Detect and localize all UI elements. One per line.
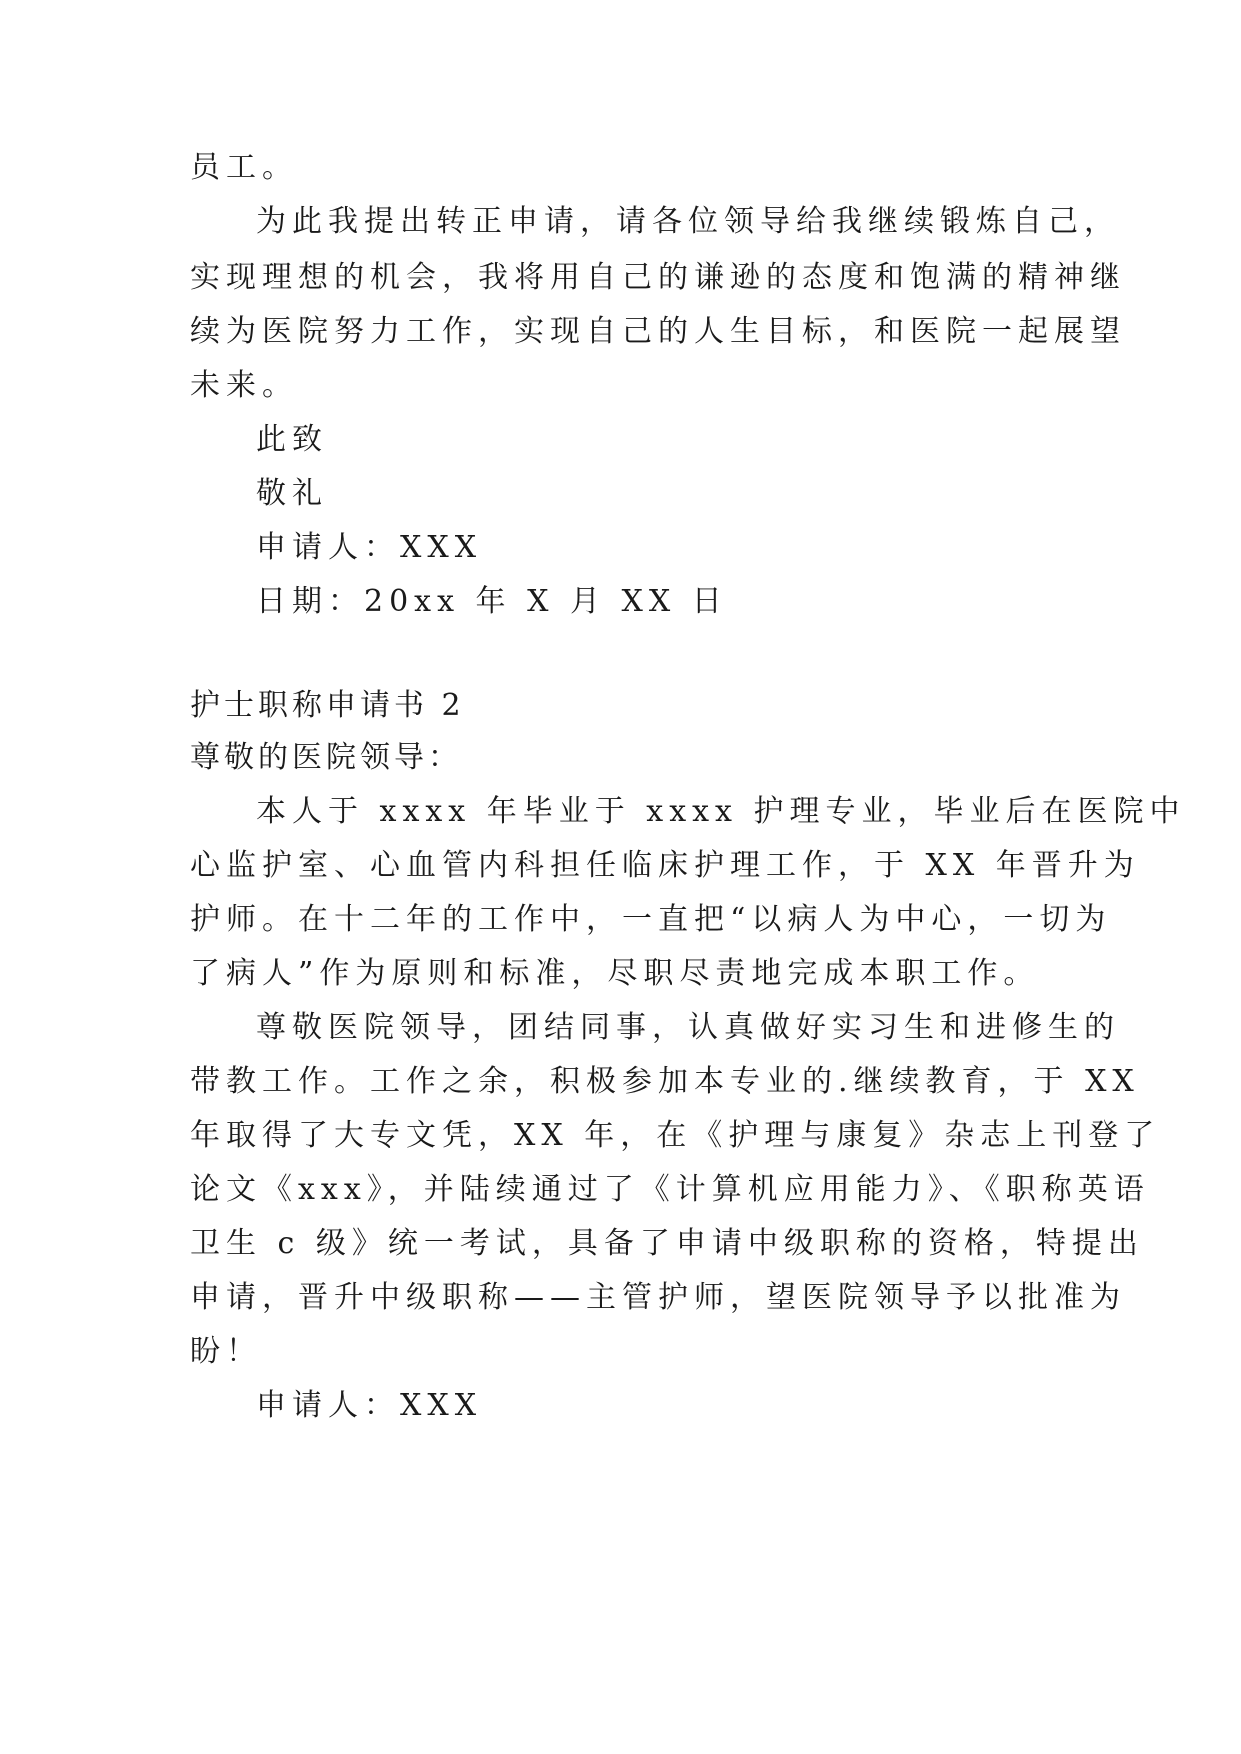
body-line: 为此我提出转正申请，请各位领导给我继续锻炼自己， bbox=[256, 204, 1120, 239]
body-line: 员工。 bbox=[190, 150, 298, 185]
body-line: 本人于 xxxx 年毕业于 xxxx 护理专业，毕业后在医院中 bbox=[256, 794, 1186, 829]
applicant-signature: 申请人：XXX bbox=[256, 1388, 483, 1423]
body-line: 卫生 c 级》统一考试，具备了申请中级职称的资格，特提出 bbox=[190, 1226, 1144, 1261]
greeting-line: 尊敬的医院领导： bbox=[190, 740, 462, 775]
body-line: 论文《xxx》，并陆续通过了《计算机应用能力》、《职称英语 bbox=[190, 1172, 1150, 1207]
closing-text: 此致 bbox=[256, 422, 328, 457]
body-line: 尊敬医院领导，团结同事，认真做好实习生和进修生的 bbox=[256, 1010, 1120, 1045]
body-line: 了病人”作为原则和标准，尽职尽责地完成本职工作。 bbox=[190, 956, 1040, 991]
body-line: 带教工作。工作之余，积极参加本专业的.继续教育，于 XX bbox=[190, 1064, 1140, 1099]
body-line: 未来。 bbox=[190, 368, 298, 403]
body-line: 实现理想的机会，我将用自己的谦逊的态度和饱满的精神继 bbox=[190, 260, 1126, 295]
body-line: 申请，晋升中级职称——主管护师，望医院领导予以批准为 bbox=[190, 1280, 1126, 1315]
body-line: 年取得了大专文凭，XX 年，在《护理与康复》杂志上刊登了 bbox=[190, 1118, 1161, 1153]
applicant-signature: 申请人：XXX bbox=[256, 530, 483, 565]
date-line: 日期：20xx 年 X 月 XX 日 bbox=[256, 584, 728, 619]
body-line: 盼！ bbox=[190, 1334, 262, 1369]
body-line: 续为医院努力工作，实现自己的人生目标，和医院一起展望 bbox=[190, 314, 1126, 349]
body-line: 护师。在十二年的工作中，一直把“以病人为中心，一切为 bbox=[190, 902, 1112, 937]
body-line: 心监护室、心血管内科担任临床护理工作，于 XX 年晋升为 bbox=[190, 848, 1140, 883]
section-title: 护士职称申请书 2 bbox=[190, 688, 465, 723]
salutation-text: 敬礼 bbox=[256, 476, 328, 511]
